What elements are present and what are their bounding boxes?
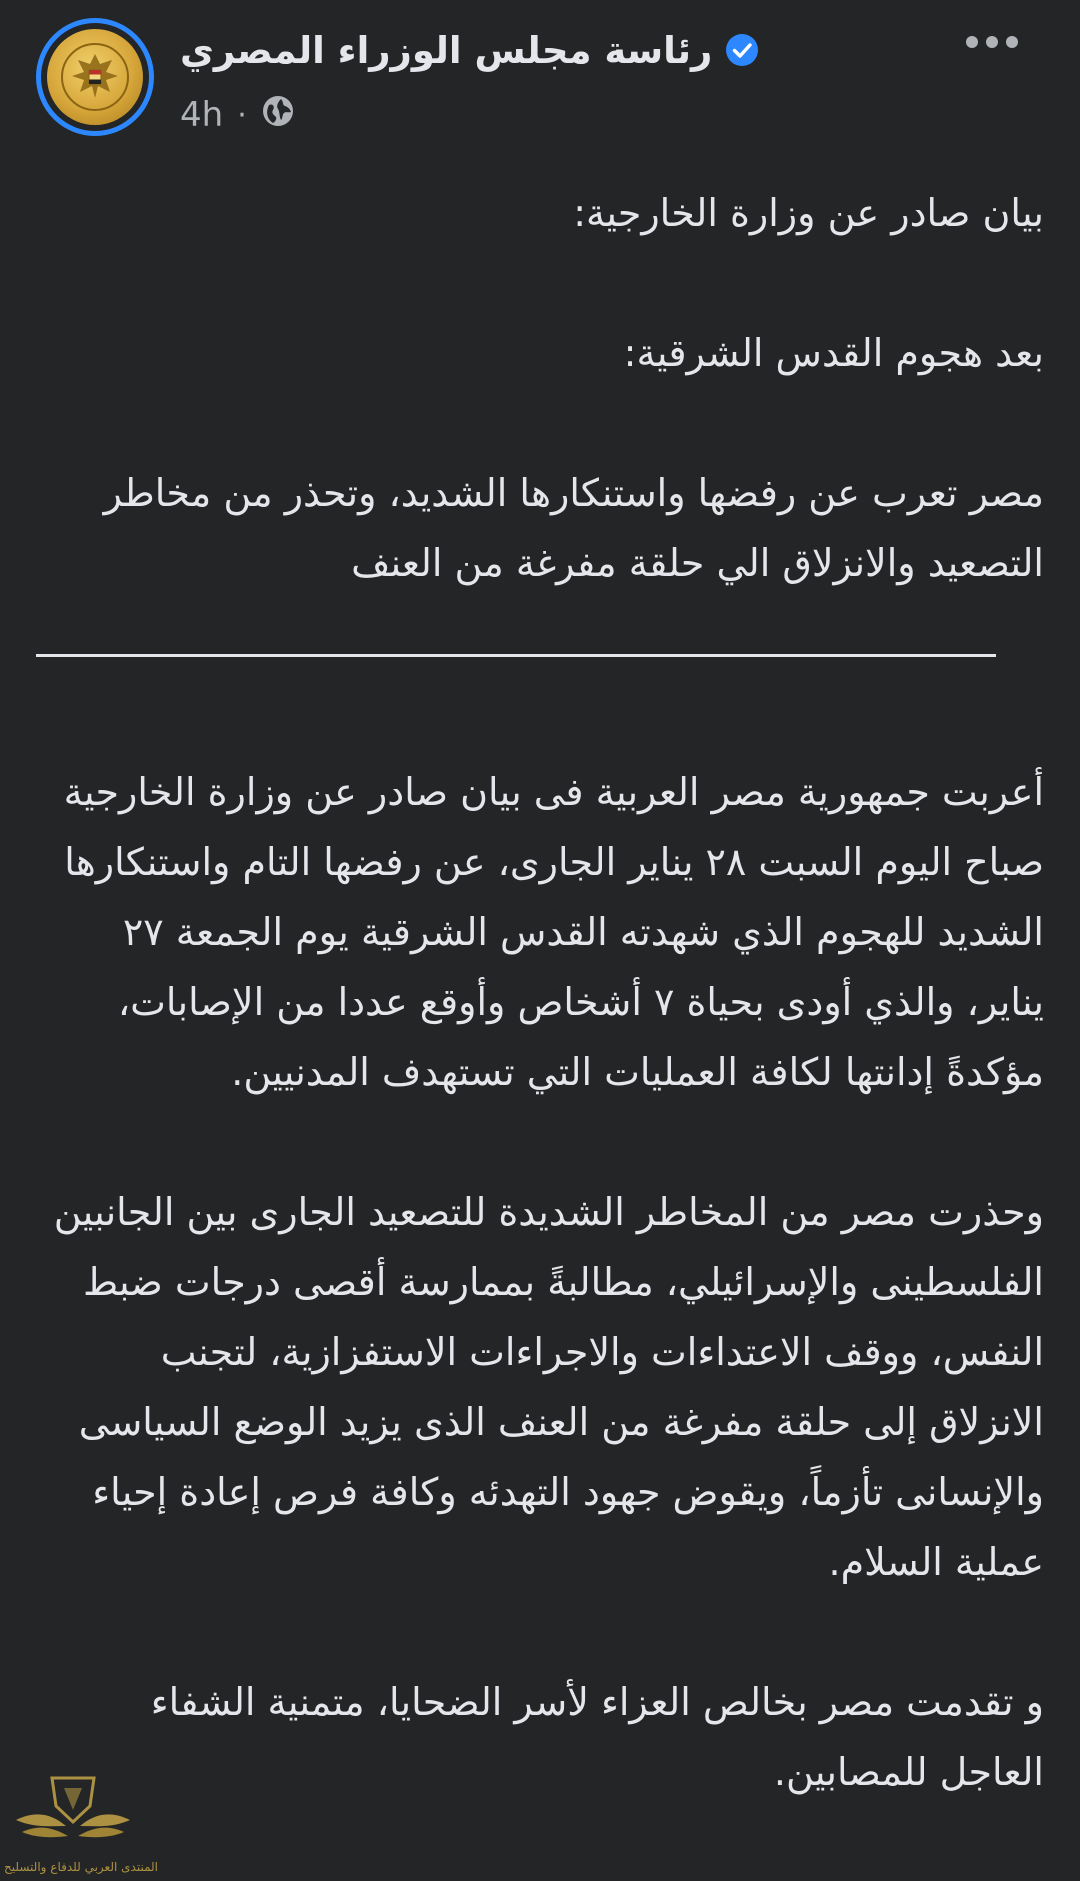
- watermark-logo: [4, 1770, 158, 1878]
- post-summary: مصر تعرب عن رفضها واستنكارها الشديد، وتحذر من مخاطر التصعيد والانزلاق الي حلقة مفرغة من العنف: [103, 471, 1044, 585]
- author-row: [180, 22, 1080, 78]
- eagle-emblem-icon: [47, 29, 143, 125]
- post-header: [0, 0, 1080, 150]
- post-body: [36, 178, 1044, 1807]
- more-options-icon[interactable]: [960, 24, 1024, 60]
- meta-separator: ·: [237, 97, 247, 133]
- post-timestamp[interactable]: 4h: [180, 95, 224, 135]
- post-paragraph-3: و تقدمت مصر بخالص العزاء لأسر الضحايا، متمنية الشفاء العاجل للمصابين.: [150, 1680, 1044, 1794]
- watermark-text: المنتدى العربي للدفاع والتسليح: [4, 1860, 158, 1874]
- globe-icon[interactable]: [261, 94, 295, 137]
- post-paragraph-2: وحذرت مصر من المخاطر الشديدة للتصعيد الجارى بين الجانبين الفلسطينى والإسرائيلي، مطالبةً بممارسة أقصى درجات ضبط النفس، ووقف الاعتداءات والاجراءات الاستفزازية، لتجنب الانزلاق إلى حلقة مفرغة من العنف الذى يزيد الوضع السياسى والإنسانى تأزماً، ويقوض جهود التهدئه وكافة فرص إعادة إحياء عملية السلام.: [53, 1190, 1044, 1584]
- shield-icon: [8, 1770, 138, 1860]
- post-meta: [180, 90, 295, 140]
- post-line-title: بيان صادر عن وزارة الخارجية:: [573, 191, 1044, 235]
- divider: [36, 654, 1044, 657]
- post-paragraph-1: أعربت جمهورية مصر العربية فى بيان صادر عن وزارة الخارجية صباح اليوم السبت ٢٨ يناير الجارى، عن رفضها التام واستنكارها الشديد للهجوم الذي شهدته القدس الشرقية يوم الجمعة ٢٧ يناير، والذي أودى بحياة ٧ أشخاص وأوقع عددا من الإصابات، مؤكدةً إدانتها لكافة العمليات التي تستهدف المدنيين.: [63, 770, 1044, 1094]
- page-avatar[interactable]: [36, 18, 154, 136]
- verified-badge-icon: [724, 32, 760, 68]
- author-name[interactable]: رئاسة مجلس الوزراء المصري: [180, 28, 713, 72]
- post-line-subtitle: بعد هجوم القدس الشرقية:: [623, 331, 1044, 375]
